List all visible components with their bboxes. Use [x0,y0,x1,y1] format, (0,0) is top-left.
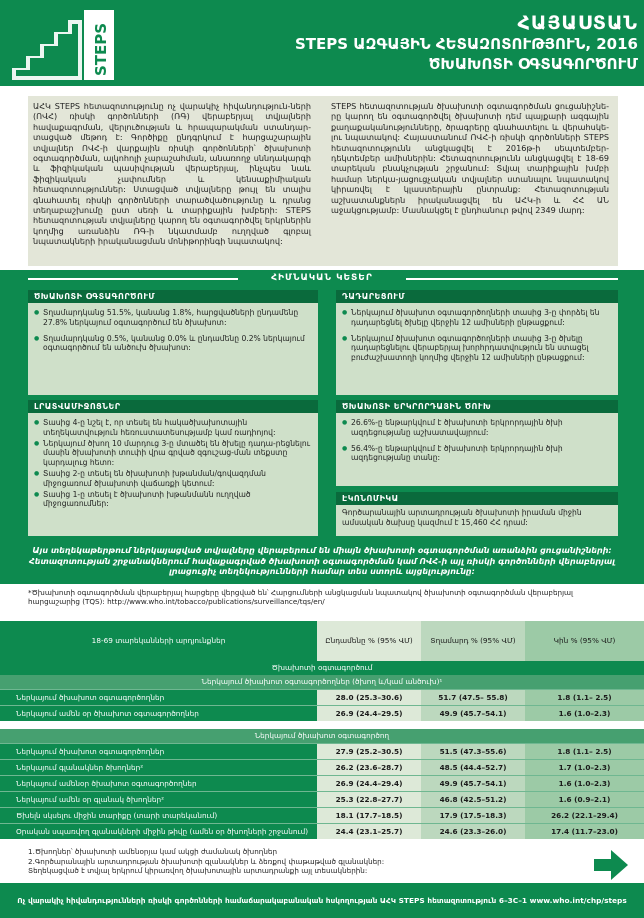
row-women: 1.6 (1.0–2.3) [525,706,644,721]
row-total: 25.3 (22.8–27.7) [317,792,421,807]
table-row [0,743,644,759]
footer-bar: Ոչ վարակիչ հիվանդությունների ռիսկի գործոնների համաճարակաբանական հսկողության ԱՀԿ STEPS հետազոտություն 6–3C–1 www.who.int/chp/steps [0,883,644,918]
row-label: Ներկայում ծխախոտ օգտագործողներ [16,693,165,702]
row-label: Ներկայում ամեն օր ծխախոտ օգտագործողներ [16,709,199,718]
finding-item: ● Տասից 4-ը նշել է, որ տեսել են հակածխախոտային տեղեկատվություն հեռուստատեսությամբ կամ ռադիոյով: [34,418,312,438]
media-heading: ԼՐԱՏՎԱՄԻՋՈՑՆԵՐ [28,400,318,413]
row-men: 17.9 (17.5–18.3) [421,808,525,823]
survey-title: STEPS ԱԶԳԱՅԻՆ ՀԵՏԱԶՈՏՈՒԹՅՈՒՆ, 2016 [294,35,638,53]
row-women: 1.8 (1.1– 2.5) [525,690,644,705]
subsection-heading: Ներկայում ծխախոտ օգտագործողներ (ծխող և/կամ անծուխ)¹ [0,675,644,689]
row-women: 1.6 (0.9–2.1) [525,792,644,807]
logo-text: STEPS [92,22,110,76]
intro-panel [28,96,618,266]
row-men: 51.5 (47.3–55.6) [421,744,525,759]
row-label: Ներկայում ամենօր ծխախոտ օգտագործողներ [16,779,197,788]
key-findings-title: ՀԻՄՆԱԿԱՆ ԿԵՏԵՐ [271,273,373,283]
tqs-footnote: *Ծխախոտի օգտագործման վերաբերյալ հարցերը վերցված են՝ Հարցումների անցկացման նպատակով ծխախոտի օգտագործման վերաբերյալ հարցաշարից (TQS): http://www.who.int/tobacco/publications/surveillance/tqs/en/ [28,588,574,607]
finding-item: ● Ներկայում ծխախոտ օգտագործողների տասից 3-ը փորձել են դադարեցնել ծխելը վերջին 12 ամիսների ընթացքում: [342,308,612,328]
table-row [0,807,644,823]
finding-item: ● Տղամարդկանց 0.5%, կանանց 0.0% և ընդամենը 0.2% ներկայում օգտագործում են անծուխ ծխախոտ: [34,334,312,354]
steps-logo [8,6,118,84]
table-header [0,621,644,661]
finding-item: ● Ներկայում ծխախոտ օգտագործողների տասից 3-ը ծխելը դադարեցնելու վերաբերյալ խորհրդատվություն են ստացել բուժաշխատողի կողմից վերջին 12 ամիսների ընթացքում: [342,334,612,363]
row-label: Ներկայում ծխախոտ օգտագործողներ [16,747,165,756]
header-men: Տղամարդ % (95% ՎՄ) [421,621,525,661]
table-row [0,759,644,775]
row-women: 17.4 (11.7–23.0) [525,824,644,839]
table-row [0,823,644,839]
table-row [0,791,644,807]
finding-item: ● Տասից 1-ը տեսել է ծխախոտի խթանմանն ուղղված միջոցառումներ: [34,490,312,510]
row-women: 1.6 (1.0–2.3) [525,776,644,791]
row-women: 26.2 (22.1–29.4) [525,808,644,823]
footnote-3: Տեղեկացված է տվյալ երկրում կիրառվող ծխախոտային արտադրանքի այլ տեսակներին: [28,866,368,876]
arrow-right-icon[interactable] [594,850,628,880]
row-men: 24.6 (23.3–26.0) [421,824,525,839]
row-men: 51.7 (47.5– 55.8) [421,690,525,705]
table-spacer [0,721,644,729]
table-row [0,705,644,721]
row-men: 48.5 (44.4–52.7) [421,760,525,775]
row-total: 24.4 (23.1–25.7) [317,824,421,839]
row-total: 27.9 (25.2–30.5) [317,744,421,759]
secondhand-smoke-box [336,400,618,486]
finding-item: ● Տասից 2-ը տեսել են ծխախոտի խթանման/գովազդման միջոցառում ծխախոտի վաճառքի կետում: [34,469,312,489]
subsection-heading: Ներկայում ծխախոտ օգտագործող [0,729,644,743]
tobacco-use-heading: ԾԽԱԽՈՏԻ ՕԳՏԱԳՈՐԾՈՒՄ [28,290,318,303]
row-label: Ներկայում ամեն օր գլանակ ծխողներ² [16,795,165,804]
intro-column-2: STEPS հետազոտության ծխախոտի օգտագործման ցուցանիշնե-րը կարող են օգտագործվել ծխախոտի դեմ պայքարի ազգային քաղաքականությունները, ծրագրերը գնահատելու և վերահսկե-լու նպատակով: Հայաստանում ՈՎՀ-ի ռիսկի գործոնների STEPS հետազոտությունն անցկացվել է 2016թ-ի սեպտեմբեր-դեկտեմբեր ամիսներին: Հետազոտությունն անցկացվել է 18-69 տարեկան բնակչության շրջանում: Տվյալ տարիքային խմբի համար ներկա-յացուցչական տվյալներ ստանալու նպատակով կիրառվել է կլաստերային ընտրանք: Հետազոտության աշխատանքներն իրականացվել են ԱՀԿ-ի և ՀՀ ԱՆ աջակցությամբ: Մասնակցել է ընդհանուր թվով 2349 մարդ: [331,101,609,216]
row-total: 18.1 (17.7–18.5) [317,808,421,823]
economics-box [336,492,618,536]
finding-item: ● Ներկայում ծխող 10 մարդուց 3-ը մտածել են ծխելը դադա-րեցնելու մասին ծխախոտի տուփի վրա գրված զգուշաց-ման տեքստը կարդալուց հետո: [34,439,312,468]
economics-heading: ԷԿՈՆՈՄԻԿԱ [336,492,618,505]
header-total: Ընդամենը % (95% ՎՄ) [317,621,421,661]
key-findings-section [0,270,644,562]
row-total: 26.9 (24.4–29.5) [317,706,421,721]
header-women: Կին % (95% ՎՄ) [525,621,644,661]
row-women: 1.7 (1.0–2.3) [525,760,644,775]
header-titles [180,12,638,74]
notice-text: Այս տեղեկաթերթում ներկայացված տվյալները վերաբերում են միայն ծխախոտի օգտագործման առանձին ցուցանիշների: Հետազոտության շրջանակներում հավաքագրված ծխախոտի օգտագործման կամ ՈՎՀ-ի այլ ռիսկի գործոնների վերաբերյալ լրացուցիչ տեղեկությունների համար տես ստորև այցելությունը: [0,540,644,584]
table-row [0,775,644,791]
page-title: ՀԱՅԱՍՏԱՆ [517,12,638,34]
header-banner [0,0,644,86]
row-men: 49.9 (45.7–54.1) [421,776,525,791]
row-total: 26.9 (24.4–29.4) [317,776,421,791]
topic-title: ԾԽԱԽՈՏԻ ՕԳՏԱԳՈՐԾՈՒՄ [428,55,638,73]
header-label: 18-69 տարեկանների արդյունքներ [91,636,226,645]
table-row [0,689,644,705]
footnote-1: 1.Ծխողներ՝ ծխախոտի ամենօրյա կամ ակցի ժամանակ ծխողներ [28,847,278,856]
economics-text: Գործարանային արտադրության ծխախոտի իրաման միջին ամսական ծախսը կազմում է 15,460 ՀՀ դրամ: [336,505,618,536]
cessation-heading: ԴԱԴԱՐԵՑՈՒՄ [336,290,618,303]
media-box [28,400,318,536]
row-women: 1.8 (1.1– 2.5) [525,744,644,759]
row-men: 46.8 (42.5–51.2) [421,792,525,807]
intro-column-1: ԱՀԿ STEPS հետազոտությունը ոչ վարակիչ հիվանդություն-ների (ՈՎՀ) ռիսկի գործոնների (ՌԳ) վերաբերյալ տվյալների հավաքագրման, վերլուծության և հրապարակման ստանդար-տացված մեթոդ է: Գործիքը ընդգրկում է հարցաշարային տվյալներ ՈՎՀ-ի վարքային ռիսկի գործոնների՝ ծխախոտի օգտագործման, ալկոհոլի չարաշահման, անառողջ սննդակարգի և ֆիզիկական պասիվության վերաբերյալ, ինչպես նաև ֆիզիկական չափումներ և կենսաքիմիական հետազոտություններ: Ստացված տվյալները թույլ են տալիս գնահատել ռիսկի գործոնների տարածվածությունը և դրանց տեղաբաշխումը ըստ սեռի և տարիքային խմբերի: STEPS հետազոտության տվյալները կարող են օգտագործվել երկրներին կողմից առանձին ՌԳ-ի նկատմամբ ուղղված գլոբալ նպատակների իրականացման մոնիթորինգի նպատակով: [33,101,311,247]
row-label: Ծխելն սկսելու միջին տարիքը (տարի տարեկանում) [16,811,218,820]
row-men: 49.9 (45.7–54.1) [421,706,525,721]
row-total: 26.2 (23.6–28.7) [317,760,421,775]
divider-right [406,278,618,280]
row-total: 28.0 (25.3–30.6) [317,690,421,705]
row-label: Ներկայում գլանակներ ծխողներ² [16,763,144,772]
table-footnotes [28,847,568,876]
row-label: Օրական սպառվող գլանակների միջին թիվը (ամեն օր ծխողների շրջանում) [16,827,309,836]
finding-item: ● 26.6%-ը ենթարկվում է ծխախոտի երկրորդային ծխի ազդեցությանը աշխատավայրում: [342,418,612,438]
tobacco-use-box [28,290,318,395]
finding-item: ● Տղամարդկանց 51.5%, կանանց 1.8%, հարցվածների ընդամենը 27.8% ներկայում օգտագործում են ծխախոտ: [34,308,312,328]
finding-item: ● 56.4%-ը ենթարկվում է ծխախոտի երկրորդային ծխի ազդեցությանը տանը: [342,444,612,464]
secondhand-smoke-heading: ԾԽԱԽՈՏԻ ԵՐԿՐՈՐԴԱՅԻՆ ԾՈՒԽ [336,400,618,413]
cessation-box [336,290,618,395]
footnote-2: 2.Գործարանային արտադրության ծխախոտի գլանակներ և ձեռքով փաթաթված գլանակներ: [28,856,385,866]
section-heading: Ծխախոտի օգտագործում [0,661,644,675]
